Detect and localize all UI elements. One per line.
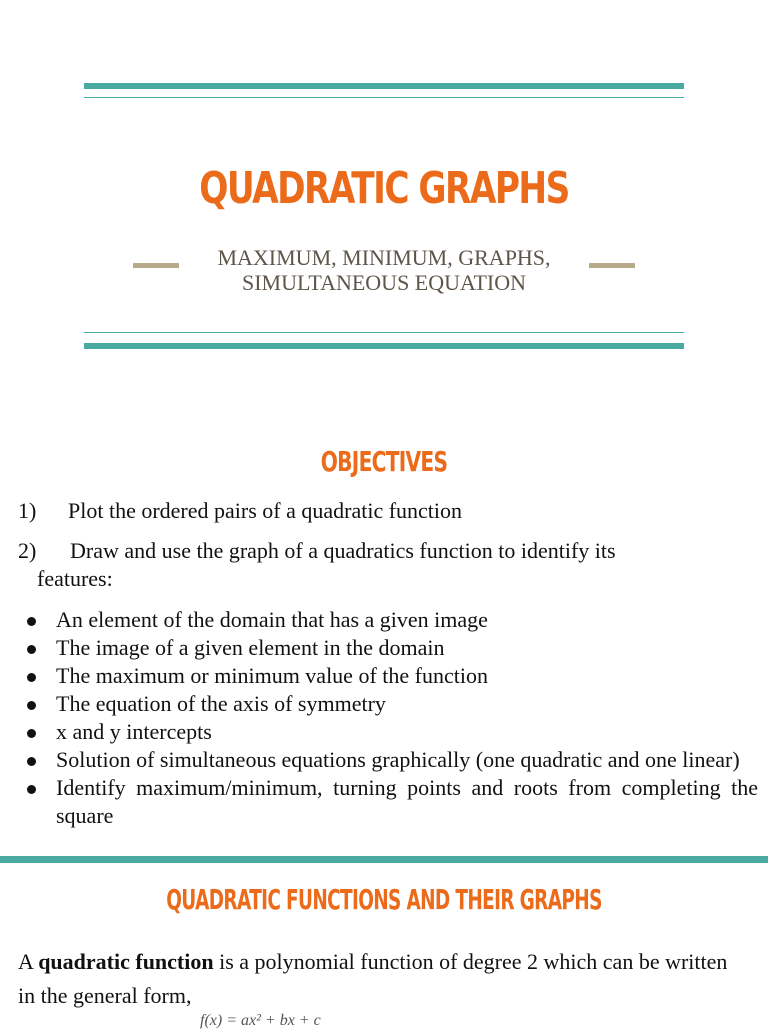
top-rule-thick [84, 83, 684, 89]
list-item [24, 606, 758, 634]
definition-paragraph [18, 945, 748, 1013]
general-form-formula: f(x) = ax² + bx + c [200, 1012, 321, 1029]
bullet-text: x and y intercepts [56, 719, 212, 744]
bottom-rule-thick [84, 343, 684, 349]
subtitle-line-2: SIMULTANEOUS EQUATION [241, 270, 527, 295]
objective-continuation: features: [37, 566, 113, 591]
bullet-text: Identify maximum/minimum, turning points and roots from completing the square [56, 775, 758, 828]
bullet-icon [27, 757, 36, 766]
objective-text: Draw and use the graph of a quadratics function to identify its [70, 538, 616, 563]
bullet-text: The image of a given element in the domain [56, 635, 445, 660]
objective-bullets [24, 606, 758, 830]
bullet-icon [27, 701, 36, 710]
section-divider [0, 856, 768, 863]
list-item [24, 718, 758, 746]
section-heading: QUADRATIC FUNCTIONS AND THEIR GRAPHS [166, 883, 602, 916]
objective-item-1 [18, 497, 758, 525]
objective-item-2 [18, 537, 758, 593]
objective-number: 1) [18, 498, 37, 523]
subtitle-line-1: MAXIMUM, MINIMUM, GRAPHS, [217, 245, 551, 270]
list-item [24, 746, 758, 774]
bullet-text: The equation of the axis of symmetry [56, 691, 386, 716]
objective-number: 2) [18, 538, 37, 563]
top-rule-thin [84, 97, 684, 98]
bullet-text: An element of the domain that has a given image [56, 607, 488, 632]
objectives-heading: OBJECTIVES [320, 445, 448, 478]
list-item [24, 774, 758, 830]
cover-title: QUADRATIC GRAPHS [199, 163, 569, 214]
bullet-icon [27, 645, 36, 654]
para-rest: is a polynomial function of degree 2 which can be written in the general form, [18, 949, 728, 1008]
objective-text: Plot the ordered pairs of a quadratic function [68, 498, 463, 523]
para-bold-term: quadratic function [38, 949, 214, 974]
bullet-text: Solution of simultaneous equations graphically (one quadratic and one linear) [56, 747, 740, 772]
cover-subtitle [0, 245, 768, 295]
bullet-text: The maximum or minimum value of the function [56, 663, 488, 688]
para-prefix: A [18, 949, 39, 974]
list-item [24, 662, 758, 690]
list-item [24, 690, 758, 718]
bullet-icon [27, 785, 36, 794]
bullet-icon [27, 729, 36, 738]
list-item [24, 634, 758, 662]
bullet-icon [27, 617, 36, 626]
bullet-icon [27, 673, 36, 682]
bottom-rule-thin [84, 332, 684, 333]
